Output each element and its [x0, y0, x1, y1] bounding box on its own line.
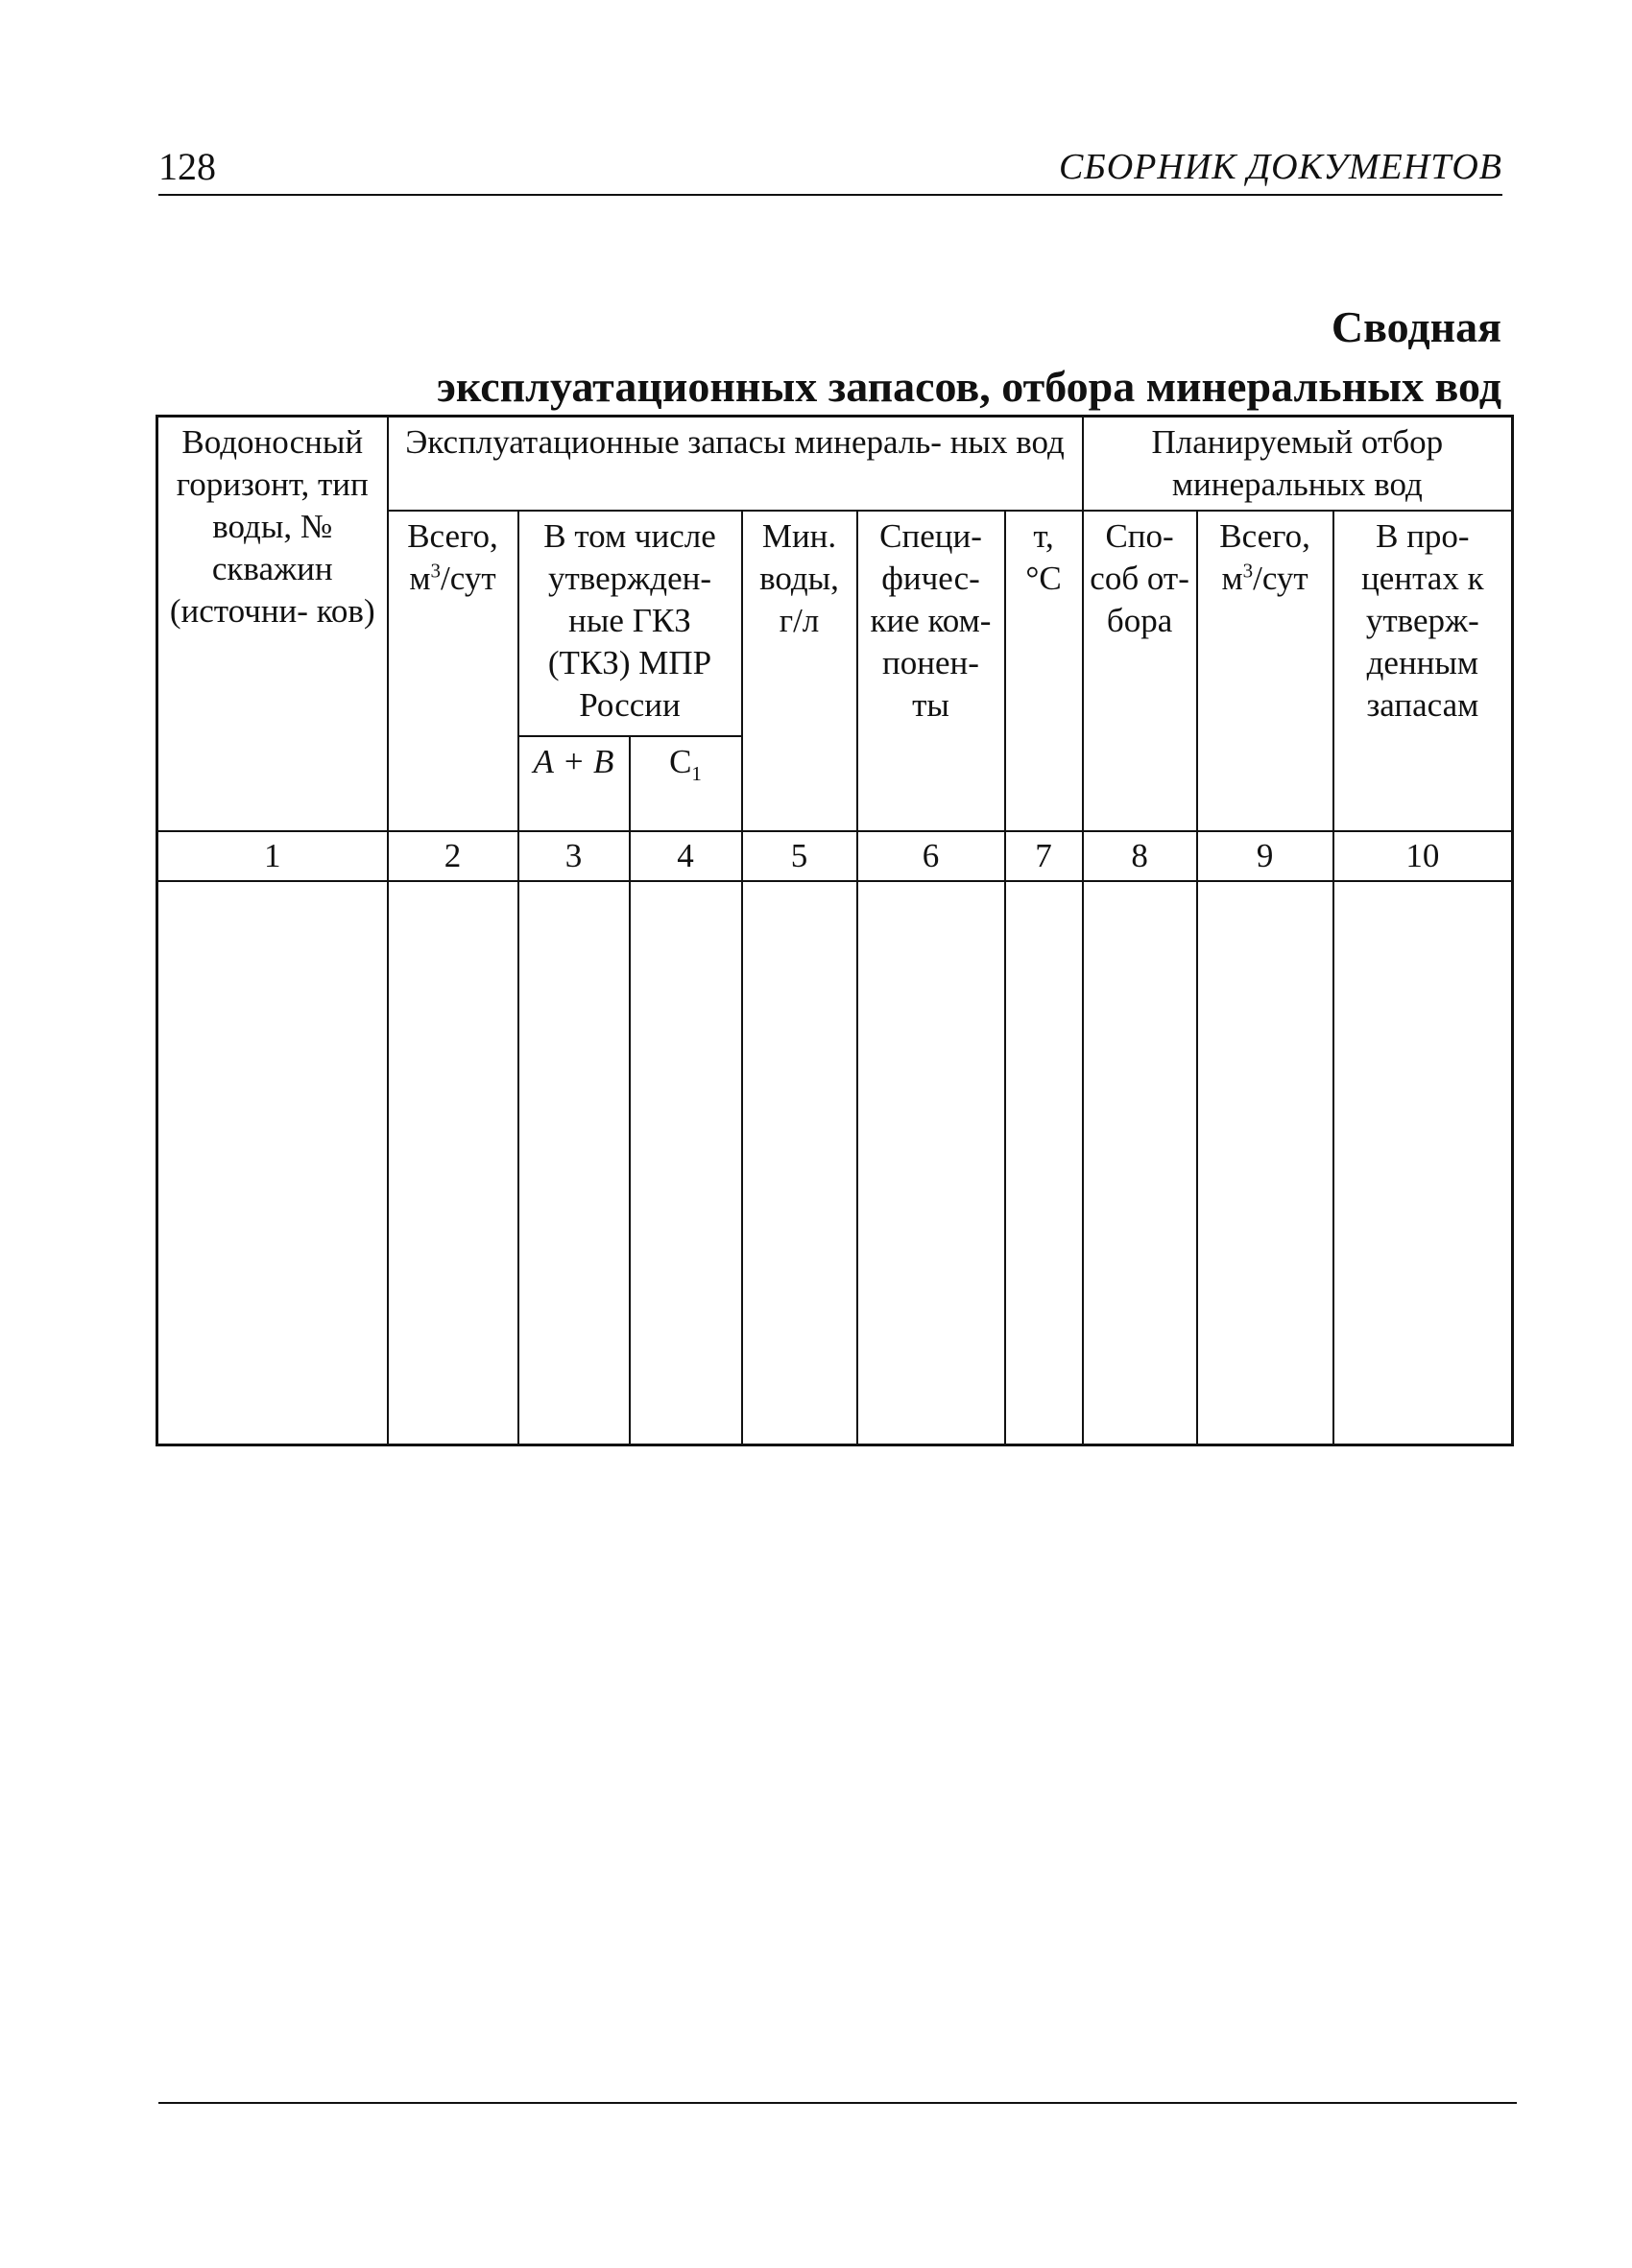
table-cell[interactable] — [1083, 881, 1197, 1444]
header-c1: $С_1$ — [630, 736, 742, 831]
header-reserves-group: Эксплуатационные запасы минераль- ных вод — [388, 417, 1083, 512]
footer-rule — [158, 2102, 1517, 2104]
header-mineralization: Мин. воды, г/л — [742, 511, 857, 831]
page-number: 128 — [158, 145, 216, 188]
table-cell[interactable] — [518, 881, 630, 1444]
header-planned-group: Планируемый отбор минеральных вод — [1083, 417, 1513, 512]
header-row-1 — [157, 417, 1513, 512]
header-temperature: т, °С — [1005, 511, 1083, 831]
table-cell[interactable] — [1333, 881, 1513, 1444]
column-number: 4 — [630, 831, 742, 881]
column-number: 6 — [857, 831, 1005, 881]
table-cell[interactable] — [742, 881, 857, 1444]
header-total: Всего, $м^3$/сут — [388, 511, 518, 831]
summary-table — [156, 415, 1514, 1446]
table-cell[interactable] — [1197, 881, 1333, 1444]
table-cell[interactable] — [388, 881, 518, 1444]
table-row — [157, 881, 1513, 1444]
header-planned-total: Всего, $м^3$/сут — [1197, 511, 1333, 831]
column-number: 10 — [1333, 831, 1513, 881]
table-title-line-1: Сводная — [1331, 302, 1501, 351]
table-cell[interactable] — [630, 881, 742, 1444]
column-number: 5 — [742, 831, 857, 881]
column-number: 9 — [1197, 831, 1333, 881]
column-number-row — [157, 831, 1513, 881]
column-number: 3 — [518, 831, 630, 881]
table-cell[interactable] — [1005, 881, 1083, 1444]
header-a-plus-b: А + В — [518, 736, 630, 831]
book-title: СБОРНИК ДОКУМЕНТОВ — [1058, 147, 1502, 187]
header-percent: В про- центах к утверж- денным запасам — [1333, 511, 1513, 831]
column-number: 1 — [157, 831, 388, 881]
column-number: 2 — [388, 831, 518, 881]
column-number: 8 — [1083, 831, 1197, 881]
header-aquifer: Водоносный горизонт, тип воды, № скважин (источни- ков) — [157, 417, 388, 832]
header-approved: В том числе утвержден- ные ГКЗ (ТКЗ) МПР России — [518, 511, 742, 736]
running-head — [158, 144, 1502, 196]
table-title-line-2: эксплуатационных запасов, отбора минеральных вод — [437, 362, 1501, 411]
header-method: Спо- соб от- бора — [1083, 511, 1197, 831]
column-number: 7 — [1005, 831, 1083, 881]
table-cell[interactable] — [157, 881, 388, 1444]
header-specific-components: Специ- фичес- кие ком- понен- ты — [857, 511, 1005, 831]
table-cell[interactable] — [857, 881, 1005, 1444]
